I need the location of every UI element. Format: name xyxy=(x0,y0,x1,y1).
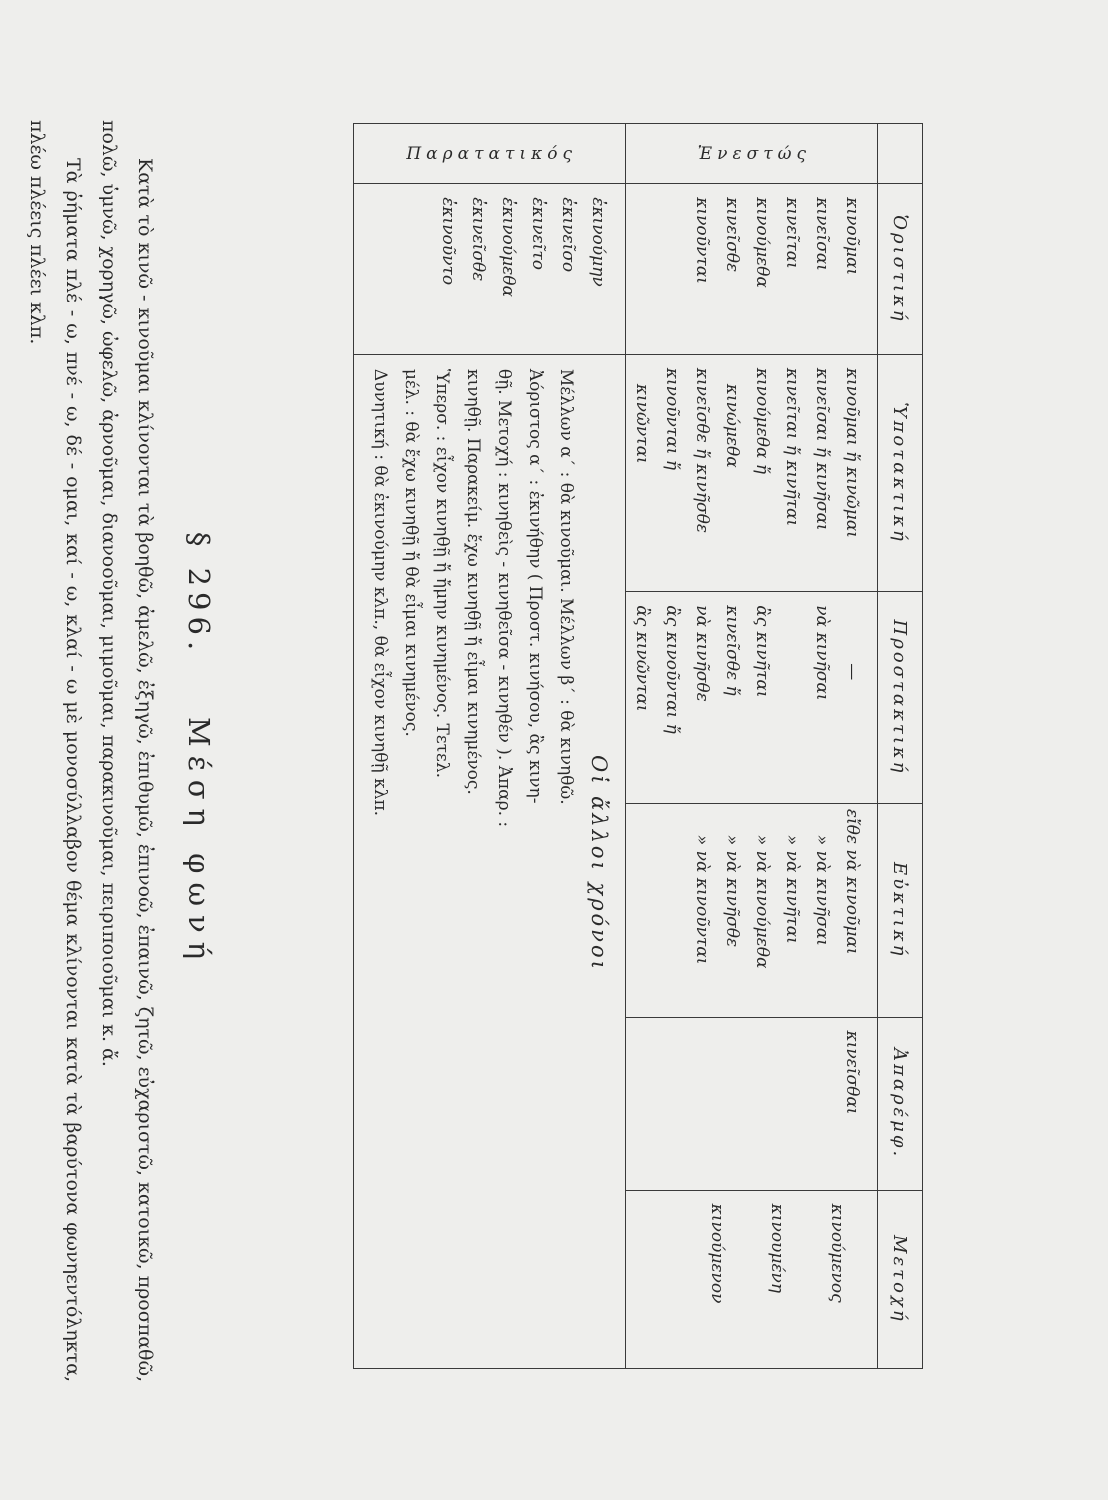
header-ypotaktiki: Ὑποτακτική xyxy=(878,354,923,591)
form-line: » νὰ κινούμεθα xyxy=(752,834,772,969)
form-line: » νὰ κινῆσαι xyxy=(812,834,832,946)
form-line: νὰ κινῆσαι xyxy=(812,605,832,701)
form-line: ἐκινούμεθα xyxy=(498,197,518,297)
form-line: κινεῖσαι xyxy=(812,197,832,271)
other-tense-line: Δυνητική : θὰ ἐκινούμην κλπ., θὰ εἶχον κινηθῇ κλπ. xyxy=(370,368,390,817)
form-line: κινεῖσαι ἤ κινῆσαι xyxy=(812,367,832,531)
form-line: εἴθε νὰ κινοῦμαι xyxy=(842,808,862,955)
form-line: κινούμεθα ἤ xyxy=(752,367,772,475)
form-line: κινοῦμαι xyxy=(842,197,862,276)
side-label-present: Ἐνεστώς xyxy=(626,124,878,184)
form-line: » νὰ κινοῦνται xyxy=(692,834,712,965)
imperfect-oristiki-cell xyxy=(354,184,626,355)
form-line: » νὰ κινῆται xyxy=(782,834,802,944)
other-tenses-title: Οἱ ἄλλοι χρόνοι xyxy=(587,754,611,972)
form-line: κινεῖσθε ἤ xyxy=(722,605,742,696)
other-tense-line: Ὑπερσ. : εἶχον κινηθῇ ἤ ἤμην κινημένος. Τετελ. xyxy=(432,368,452,779)
section-heading xyxy=(182,0,216,1500)
header-row xyxy=(878,124,923,1369)
form-line: ἂς κινῶνται xyxy=(632,605,652,712)
other-tense-line: Μέλλων α΄ : θὰ κινοῦμαι. Μέλλων β΄ : θὰ κινηθῶ. xyxy=(556,368,576,805)
form-line: ἂς κινοῦνται ἤ xyxy=(662,605,682,734)
present-aparemfato-cell xyxy=(626,1017,878,1190)
form-line: κινεῖσθε ἤ κινῆσθε xyxy=(692,367,712,534)
form-line: ἐκινούμην xyxy=(588,197,608,287)
present-prostaktiki-cell xyxy=(626,592,878,804)
form-line: κινούμενον xyxy=(707,1203,727,1304)
conjugation-table xyxy=(353,123,923,1369)
side-label-imperfect: Παρατατικός xyxy=(354,124,626,184)
form-line: κινώμεθα xyxy=(722,383,742,468)
other-tenses-cell xyxy=(354,354,626,1368)
other-tense-line: μέλ. : θὰ ἔχω κινηθῇ ἤ θὰ εἶμαι κινημένος. xyxy=(401,368,421,737)
form-line: ἐκινεῖσο xyxy=(558,197,578,273)
other-tense-line: κινηθῇ. Παρακείμ. ἔχω κινηθῇ ἤ εἶμαι κινημένος. xyxy=(463,368,483,795)
paragraph: Κατὰ τὸ κινῶ - κινοῦμαι κλίνονται τὰ βοηθῶ, ἀμελῶ, ἐξηγῶ, ἐπιθυμῶ, ἐπινοῶ, ἐπαινῶ, ζητῶ, εὐχαριστῶ, κατοικῶ, προσπαθῶ, πολῶ, ὑμνῶ, χορηγῶ, ὠφελῶ, ἀρνοῦμαι, διανοοῦμαι, μιμοῦμαι, παρακινοῦμαι, πειριποιοῦμαι κ. ἄ. xyxy=(98,120,156,1382)
section-number: § 296. xyxy=(182,531,216,657)
form-line: ἂς κινῆται xyxy=(752,605,772,698)
form-line: κινεῖσθε xyxy=(722,197,742,273)
form-line: ἐκινοῦντο xyxy=(438,197,458,286)
form-line: κινεῖσθαι xyxy=(842,1030,862,1115)
present-ypotaktiki-cell xyxy=(626,354,878,591)
body-text xyxy=(19,120,163,1382)
form-line: κινούμενος xyxy=(827,1203,847,1303)
form-line: κινεῖται xyxy=(782,197,802,269)
form-line: κινεῖται ἤ κινῆται xyxy=(782,367,802,527)
form-line: νὰ κινῆσθε xyxy=(692,605,712,702)
section-title: Μέση φωνή xyxy=(182,717,216,969)
present-oristiki-cell xyxy=(626,184,878,355)
header-prostaktiki: Προστακτική xyxy=(878,592,923,804)
form-line: κινοῦνται ἤ xyxy=(662,367,682,471)
form-line: ἐκινεῖτο xyxy=(528,197,548,270)
other-tense-line: Ἀόριστος α΄ : ἐκινήθην ( Προστ. κινήσου, ἂς κινη- xyxy=(525,368,545,804)
form-line: » νὰ κινῆσθε xyxy=(722,834,742,948)
form-line xyxy=(777,593,807,802)
form-line: ἐκινεῖσθε xyxy=(468,197,488,282)
imperfect-row xyxy=(354,124,626,1369)
header-oristiki: Ὁριστική xyxy=(878,184,923,355)
header-aparemfato: Ἀπαρέμφ. xyxy=(878,1017,923,1190)
corner-cell xyxy=(878,124,923,184)
other-tense-line: θῇ. Μετοχή : κινηθεὶς - κινηθεῖσα - κινηθέν ). Ἀπαρ. : xyxy=(494,368,514,828)
present-row xyxy=(626,124,878,1369)
header-metochi: Μετοχή xyxy=(878,1190,923,1368)
form-line: κινουμένη xyxy=(767,1203,787,1294)
header-euktiki: Εὐκτική xyxy=(878,803,923,1017)
form-line: κινῶνται xyxy=(632,383,652,464)
present-euktiki-cell xyxy=(626,803,878,1017)
paragraph: Τὰ ῥήματα πλέ - ω, πνέ - ω, δέ - ομαι, καί - ω, κλαί - ω μὲ μονοσύλλαβον θέμα κλίνονται κατὰ τὰ βαρύτονα φωνηεντόληκτα, πλέω πλέεις πλέει κλπ. xyxy=(26,120,84,1382)
form-line: — xyxy=(842,663,862,681)
present-metochi-cell xyxy=(626,1190,878,1368)
form-line: κινοῦνται xyxy=(692,197,712,284)
form-line: κινούμεθα xyxy=(752,197,772,288)
form-line: κινοῦμαι ἤ κινῶμαι xyxy=(842,367,862,538)
